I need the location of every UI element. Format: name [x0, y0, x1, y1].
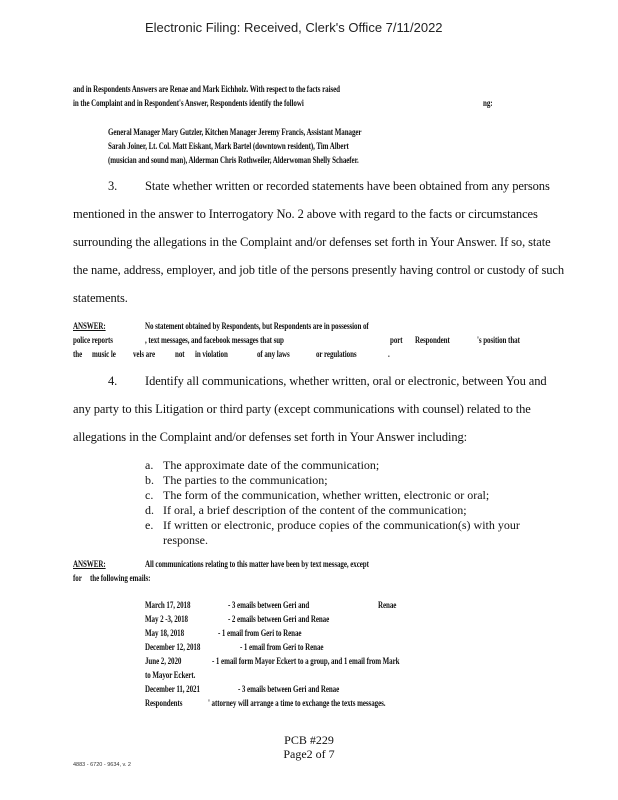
a3-line-3-part-8: . [388, 349, 390, 359]
email-extra: Renae [378, 600, 397, 610]
q3-line-4: the name, address, employer, and job title of the persons presently having control or custody of such [73, 263, 565, 277]
closing-b: ' attorney will arrange a time to exchange the texts messages. [208, 698, 386, 708]
people-line-2: Sarah Joiner, Lt. Col. Matt Eiskant, Mark Bartel (downtown resident), Tim Albert [108, 141, 349, 151]
a3-line-2-part-2: , text messages, and facebook messages that sup [145, 335, 284, 345]
email-date: May 18, 2018 [145, 628, 185, 638]
people-line-3: (musician and sound man), Alderman Chris Rothweiler, Alderwoman Shelly Schaefer. [108, 155, 359, 165]
email-date: December 11, 2021 [145, 684, 200, 694]
q3-line-5: statements. [73, 291, 128, 305]
email-desc: - 2 emails between Geri and Renae [228, 614, 330, 624]
email-continuation: to Mayor Eckert. [145, 670, 196, 680]
q4-line-1: Identify all communications, whether written, oral or electronic, between You and [145, 374, 547, 388]
closing-a: Respondents [145, 698, 183, 708]
q4-number: 4. [108, 374, 118, 388]
a3-line-2-part-5: 's position that [477, 335, 520, 345]
a3-line-2-part-3: port [390, 335, 403, 345]
a3-line-3-part-4: not [175, 349, 185, 359]
intro-line-1: and in Respondents Answers are Renae and Mark Eichholz. With respect to the facts raised [73, 84, 340, 94]
q4-item-letter: b. [145, 473, 154, 487]
filing-header: Electronic Filing: Received, Clerk's Office 7/11/2022 [145, 20, 443, 35]
email-desc: - 1 email from Geri to Renae [240, 642, 324, 652]
a3-line-3-part-6: of any laws [257, 349, 290, 359]
intro-line-2a: in the Complaint and in Respondent's Answer, Respondents identify the followi [73, 98, 304, 108]
footer-pcb: PCB #229 [284, 733, 334, 747]
q4-item-letter: d. [145, 503, 154, 517]
q4-line-2: any party to this Litigation or third party (except communications with counsel) related to the [73, 402, 531, 416]
a3-line-3-part-3: vels are [133, 349, 156, 359]
q4-item-letter: e. [145, 518, 154, 532]
email-desc: - 3 emails between Geri and Renae [238, 684, 340, 694]
a4-line-1: All communications relating to this matter have been by text message, except [145, 559, 369, 569]
email-desc: - 1 email from Geri to Renae [218, 628, 302, 638]
a4-line-2b: the following emails: [90, 573, 151, 583]
a3-label: ANSWER: [73, 321, 106, 331]
a3-line-3-part-1: the [73, 349, 83, 359]
people-line-1: General Manager Mary Gutzler, Kitchen Manager Jeremy Francis, Assistant Manager [108, 127, 362, 137]
document-code: 4883 - 6720 - 9634, v. 2 [73, 762, 131, 768]
a3-line-3-part-5: in violation [195, 349, 228, 359]
a3-line-2-part-4: Respondent [415, 335, 450, 345]
q4-line-3: allegations in the Complaint and/or defenses set forth in Your Answer including: [73, 430, 468, 444]
q3-line-3: surrounding the allegations in the Complaint and/or defenses set forth in Your Answer. If so, state [73, 235, 551, 249]
email-desc: - 1 email form Mayor Eckert to a group, and 1 email from Mark [212, 656, 400, 666]
a3-line-1: No statement obtained by Respondents, but Respondents are in possession of [145, 321, 369, 331]
q4-item-text: If written or electronic, produce copies of the communication(s) with your [163, 518, 520, 532]
q3-number: 3. [108, 179, 118, 193]
intro-line-2b: ng: [483, 98, 493, 108]
a3-line-3-part-7: or regulations [316, 349, 357, 359]
a4-line-2a: for [73, 573, 82, 583]
email-desc: - 3 emails between Geri and [228, 600, 310, 610]
q4-item-text: If oral, a brief description of the content of the communication; [163, 503, 467, 517]
a4-label: ANSWER: [73, 559, 106, 569]
q3-line-1: State whether written or recorded statements have been obtained from any persons [145, 179, 550, 193]
email-date: May 2 -3, 2018 [145, 614, 188, 624]
a3-line-2-part-1: police reports [73, 335, 113, 345]
email-date: March 17, 2018 [145, 600, 191, 610]
footer-page: Page2 of 7 [283, 747, 335, 761]
email-date: June 2, 2020 [145, 656, 182, 666]
q4-item-e-continuation: response. [163, 533, 208, 547]
q3-line-2: mentioned in the answer to Interrogatory No. 2 above with regard to the facts or circumstances [73, 207, 538, 221]
q4-item-text: The form of the communication, whether written, electronic or oral; [163, 488, 490, 502]
q4-item-letter: a. [145, 458, 154, 472]
q4-item-text: The parties to the communication; [163, 473, 328, 487]
email-date: December 12, 2018 [145, 642, 201, 652]
a3-line-3-part-2: music le [92, 349, 116, 359]
q4-item-letter: c. [145, 488, 154, 502]
q4-item-text: The approximate date of the communication; [163, 458, 380, 472]
